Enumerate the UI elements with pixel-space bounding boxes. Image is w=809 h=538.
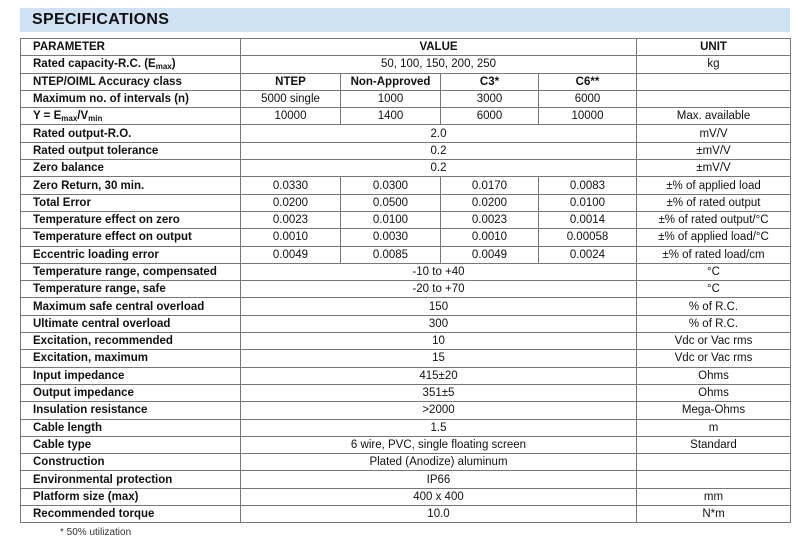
- table-row: [21, 281, 791, 298]
- table-row: [21, 73, 791, 90]
- param-label: Cable length: [21, 419, 241, 436]
- table-row: [21, 436, 791, 453]
- param-label: Insulation resistance: [21, 402, 241, 419]
- value-ntep: 0.0023: [241, 211, 341, 228]
- param-unit: ±% of rated load/cm: [637, 246, 791, 263]
- value-non-approved: 0.0100: [341, 211, 441, 228]
- table-row: [21, 367, 791, 384]
- param-value: 300: [241, 315, 637, 332]
- value-non-approved: 0.0085: [341, 246, 441, 263]
- param-label: Zero Return, 30 min.: [21, 177, 241, 194]
- param-value: 150: [241, 298, 637, 315]
- class-non-approved: Non-Approved: [341, 73, 441, 90]
- table-row: [21, 142, 791, 159]
- param-label: Temperature effect on output: [21, 229, 241, 246]
- class-c3: C3*: [441, 73, 539, 90]
- param-label: Temperature range, safe: [21, 281, 241, 298]
- param-unit: ±% of rated output/°C: [637, 211, 791, 228]
- value-c3: 3000: [441, 90, 539, 107]
- value-non-approved: 0.0300: [341, 177, 441, 194]
- table-row: [21, 506, 791, 523]
- table-row: [21, 125, 791, 142]
- table-row: [21, 108, 791, 125]
- value-c3: 0.0010: [441, 229, 539, 246]
- param-value: 15: [241, 350, 637, 367]
- param-value: 10: [241, 333, 637, 350]
- value-c6: 0.0083: [539, 177, 637, 194]
- table-row: [21, 56, 791, 73]
- value-c3: 0.0049: [441, 246, 539, 263]
- param-label: Excitation, recommended: [21, 333, 241, 350]
- param-unit: mV/V: [637, 125, 791, 142]
- param-value: 50, 100, 150, 200, 250: [241, 56, 637, 73]
- param-label: Recommended torque: [21, 506, 241, 523]
- param-unit: °C: [637, 281, 791, 298]
- param-value: 1.5: [241, 419, 637, 436]
- param-unit: ±% of applied load/°C: [637, 229, 791, 246]
- param-label: Rated output-R.O.: [21, 125, 241, 142]
- table-row: [21, 298, 791, 315]
- value-ntep: 0.0049: [241, 246, 341, 263]
- param-value: >2000: [241, 402, 637, 419]
- table-row: [21, 229, 791, 246]
- column-header-unit: UNIT: [637, 39, 791, 56]
- table-row: [21, 263, 791, 280]
- param-label: Input impedance: [21, 367, 241, 384]
- value-ntep: 0.0010: [241, 229, 341, 246]
- value-ntep: 10000: [241, 108, 341, 125]
- param-unit: % of R.C.: [637, 298, 791, 315]
- param-unit: kg: [637, 56, 791, 73]
- param-unit: [637, 454, 791, 471]
- value-non-approved: 1400: [341, 108, 441, 125]
- value-non-approved: 0.0500: [341, 194, 441, 211]
- param-value: -10 to +40: [241, 263, 637, 280]
- column-header-parameter: PARAMETER: [21, 39, 241, 56]
- value-c3: 0.0170: [441, 177, 539, 194]
- param-label: Total Error: [21, 194, 241, 211]
- param-label: Maximum safe central overload: [21, 298, 241, 315]
- value-c6: 0.00058: [539, 229, 637, 246]
- param-label: Ultimate central overload: [21, 315, 241, 332]
- specifications-table: [20, 38, 791, 523]
- param-unit: °C: [637, 263, 791, 280]
- param-value: 0.2: [241, 142, 637, 159]
- param-unit: [637, 73, 791, 90]
- param-value: 400 x 400: [241, 488, 637, 505]
- param-label: Environmental protection: [21, 471, 241, 488]
- table-row: [21, 402, 791, 419]
- table-row: [21, 194, 791, 211]
- param-unit: Ohms: [637, 367, 791, 384]
- param-label: Eccentric loading error: [21, 246, 241, 263]
- param-label: NTEP/OIML Accuracy class: [21, 73, 241, 90]
- table-row: [21, 246, 791, 263]
- param-label: Excitation, maximum: [21, 350, 241, 367]
- table-header-row: [21, 39, 791, 56]
- param-value: 10.0: [241, 506, 637, 523]
- table-row: [21, 177, 791, 194]
- param-label: $Y = E_{max}/V_{min}$: [21, 108, 241, 125]
- table-row: [21, 384, 791, 401]
- class-ntep: NTEP: [241, 73, 341, 90]
- param-value: Plated (Anodize) aluminum: [241, 454, 637, 471]
- value-ntep: 5000 single: [241, 90, 341, 107]
- param-unit: % of R.C.: [637, 315, 791, 332]
- value-c6: 6000: [539, 90, 637, 107]
- value-c3: 0.0200: [441, 194, 539, 211]
- param-unit: [637, 471, 791, 488]
- param-unit: N*m: [637, 506, 791, 523]
- param-unit: ±mV/V: [637, 142, 791, 159]
- param-unit: m: [637, 419, 791, 436]
- param-unit: ±% of rated output: [637, 194, 791, 211]
- value-c3: 6000: [441, 108, 539, 125]
- value-c6: 10000: [539, 108, 637, 125]
- table-row: [21, 333, 791, 350]
- table-row: [21, 90, 791, 107]
- param-value: -20 to +70: [241, 281, 637, 298]
- param-unit: Vdc or Vac rms: [637, 333, 791, 350]
- table-row: [21, 471, 791, 488]
- param-value: IP66: [241, 471, 637, 488]
- param-label: Rated output tolerance: [21, 142, 241, 159]
- param-label: Maximum no. of intervals (n): [21, 90, 241, 107]
- table-row: [21, 350, 791, 367]
- table-row: [21, 315, 791, 332]
- param-unit: Vdc or Vac rms: [637, 350, 791, 367]
- value-c3: 0.0023: [441, 211, 539, 228]
- param-unit: Ohms: [637, 384, 791, 401]
- table-row: [21, 211, 791, 228]
- table-row: [21, 488, 791, 505]
- column-header-value: VALUE: [241, 39, 637, 56]
- value-non-approved: 0.0030: [341, 229, 441, 246]
- param-value: 415±20: [241, 367, 637, 384]
- param-unit: Mega-Ohms: [637, 402, 791, 419]
- param-label: Rated capacity-R.C. $(E_{max})$: [21, 56, 241, 73]
- param-value: 351±5: [241, 384, 637, 401]
- param-value: 2.0: [241, 125, 637, 142]
- table-row: [21, 160, 791, 177]
- param-value: 0.2: [241, 160, 637, 177]
- param-label: Platform size (max): [21, 488, 241, 505]
- param-label: Output impedance: [21, 384, 241, 401]
- value-c6: 0.0100: [539, 194, 637, 211]
- param-label: Zero balance: [21, 160, 241, 177]
- section-title: SPECIFICATIONS: [32, 11, 170, 28]
- value-ntep: 0.0200: [241, 194, 341, 211]
- param-label: Temperature effect on zero: [21, 211, 241, 228]
- table-row: [21, 454, 791, 471]
- param-unit: ±mV/V: [637, 160, 791, 177]
- param-unit: [637, 90, 791, 107]
- footnote: * 50% utilization: [60, 527, 132, 538]
- section-header: [20, 8, 790, 32]
- param-label: Construction: [21, 454, 241, 471]
- param-unit: Max. available: [637, 108, 791, 125]
- param-value: 6 wire, PVC, single floating screen: [241, 436, 637, 453]
- value-non-approved: 1000: [341, 90, 441, 107]
- param-unit: Standard: [637, 436, 791, 453]
- class-c6: C6**: [539, 73, 637, 90]
- value-c6: 0.0024: [539, 246, 637, 263]
- param-unit: mm: [637, 488, 791, 505]
- param-label: Cable type: [21, 436, 241, 453]
- value-c6: 0.0014: [539, 211, 637, 228]
- value-ntep: 0.0330: [241, 177, 341, 194]
- table-row: [21, 419, 791, 436]
- param-label: Temperature range, compensated: [21, 263, 241, 280]
- param-unit: ±% of applied load: [637, 177, 791, 194]
